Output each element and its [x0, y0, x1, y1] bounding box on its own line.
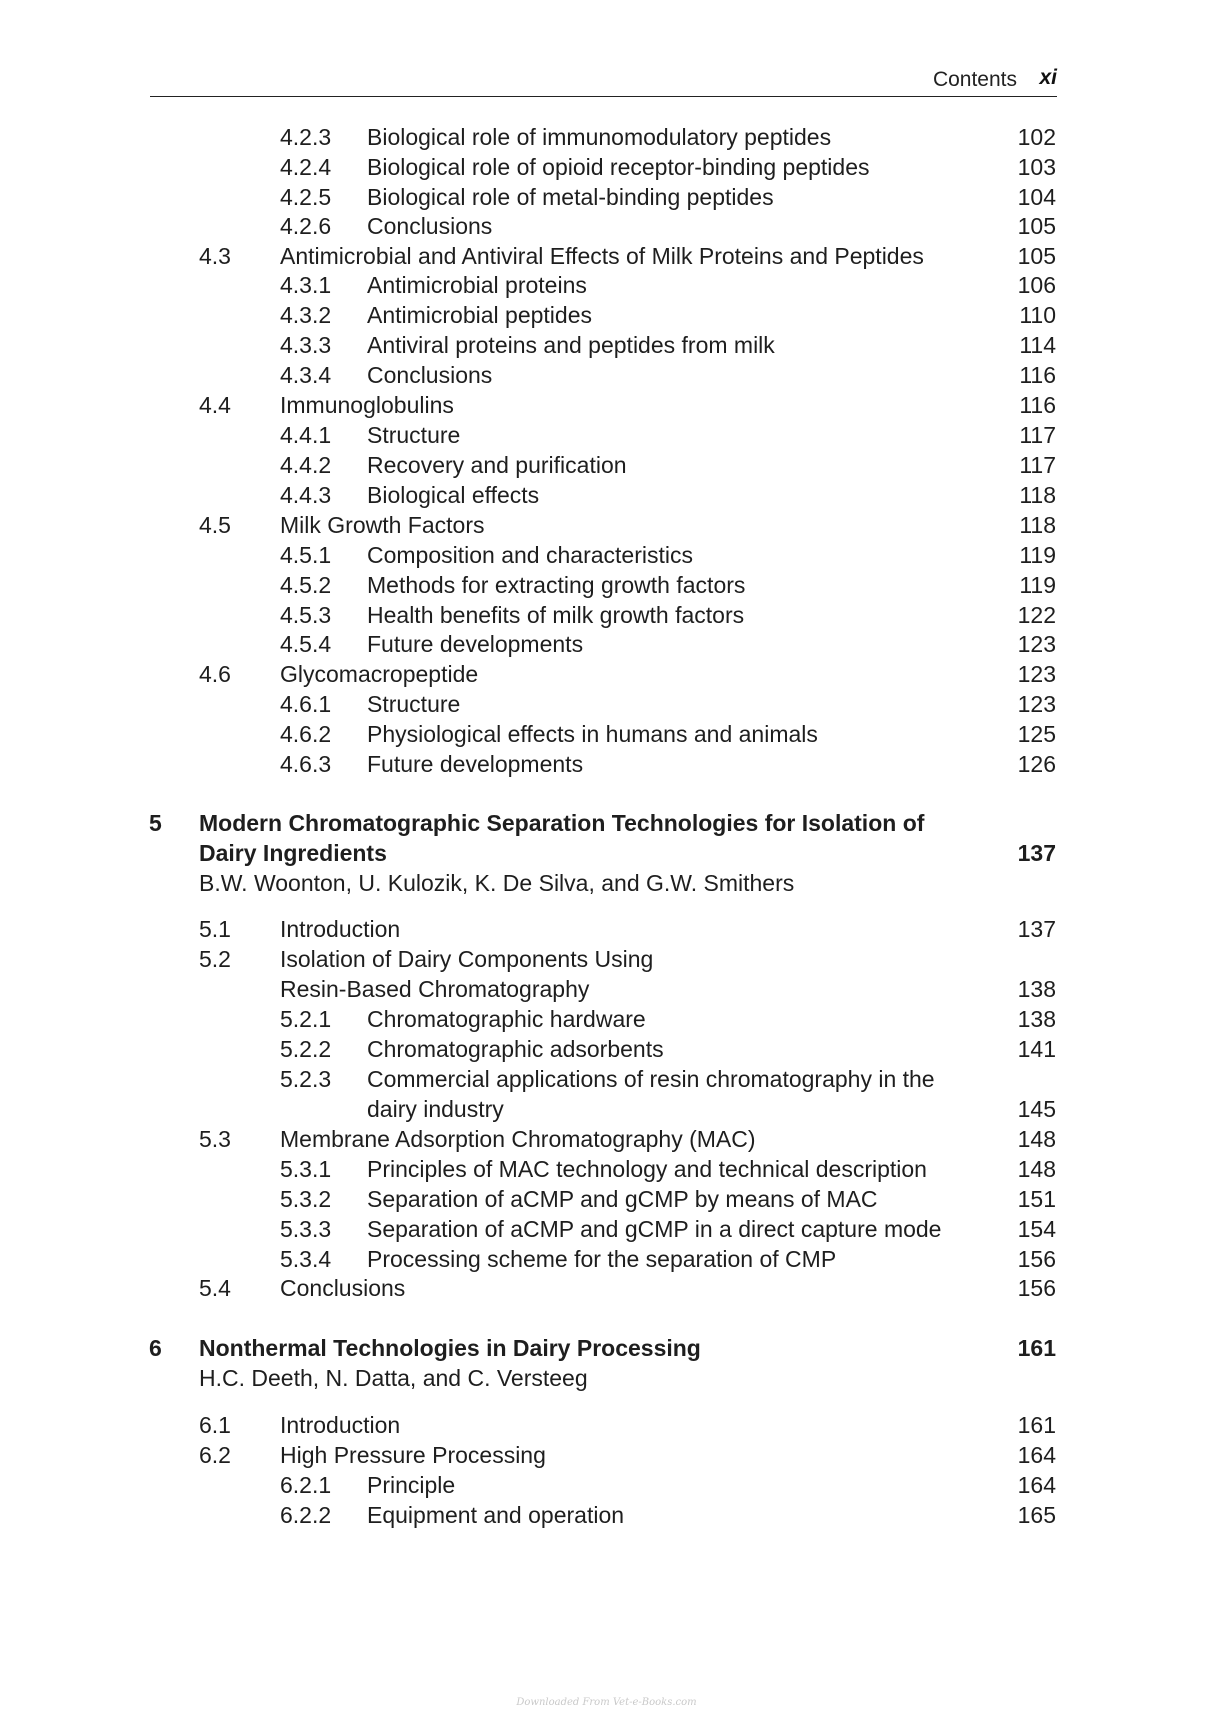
page-ref: 118	[1019, 512, 1056, 538]
page-ref: 156	[1017, 1275, 1056, 1301]
subsection-number: 4.3.2	[280, 302, 332, 328]
subsection-number: 6.2.1	[280, 1472, 332, 1498]
subsection-title: Antimicrobial peptides	[367, 302, 593, 328]
toc-entry-l3	[0, 1244, 1213, 1274]
toc-entry-l3	[0, 330, 1213, 360]
toc-entry-l3	[0, 1500, 1213, 1530]
toc-entry-l3	[0, 360, 1213, 390]
subsection-title: Composition and characteristics	[367, 542, 693, 568]
page-ref: 105	[1017, 243, 1056, 269]
subsection-number: 4.3.3	[280, 332, 332, 358]
subsection-title: Separation of aCMP and gCMP by means of MAC	[367, 1186, 878, 1212]
toc-entry-l2	[0, 944, 1213, 974]
toc-entry-l2	[0, 1124, 1213, 1154]
subsection-number: 4.5.4	[280, 631, 332, 657]
chapter-authors: B.W. Woonton, U. Kulozik, K. De Silva, and G.W. Smithers	[199, 870, 795, 896]
section-title: Glycomacropeptide	[280, 661, 479, 687]
toc-entry-l2	[0, 241, 1213, 271]
subsection-number: 4.4.3	[280, 482, 332, 508]
subsection-title: Commercial applications of resin chromatography in the	[367, 1066, 935, 1092]
page-ref: 114	[1019, 332, 1056, 358]
section-number: 4.6	[199, 661, 231, 687]
page-ref: 151	[1017, 1186, 1056, 1212]
toc-entry-l2	[0, 510, 1213, 540]
section-title: Introduction	[280, 916, 401, 942]
section-number: 4.3	[199, 243, 231, 269]
chapter-title: Dairy Ingredients	[199, 840, 387, 866]
toc-entry-l2	[0, 1273, 1213, 1303]
page-ref: 103	[1017, 154, 1056, 180]
page-ref: 116	[1019, 362, 1056, 388]
page-number: xi	[1039, 66, 1057, 89]
section-number: 4.5	[199, 512, 231, 538]
toc-entry-l3	[0, 570, 1213, 600]
page-ref: 148	[1017, 1126, 1056, 1152]
section-title: Introduction	[280, 1412, 401, 1438]
toc-entry-chapter	[0, 1333, 1213, 1363]
toc-entry-l3	[0, 1154, 1213, 1184]
subsection-title: Biological role of immunomodulatory peptides	[367, 124, 832, 150]
section-number: 5.1	[199, 916, 231, 942]
toc-entry-l3	[0, 182, 1213, 212]
subsection-title: Health benefits of milk growth factors	[367, 602, 745, 628]
toc-entry-l2	[0, 390, 1213, 420]
section-title: Resin-Based Chromatography	[280, 976, 590, 1002]
section-title: Conclusions	[280, 1275, 406, 1301]
subsection-title: Structure	[367, 422, 461, 448]
subsection-title: Biological role of metal-binding peptides	[367, 184, 774, 210]
subsection-title: Principles of MAC technology and technical description	[367, 1156, 927, 1182]
page-ref: 117	[1019, 422, 1056, 448]
toc-entry-l3	[0, 152, 1213, 182]
toc-entry-l3	[0, 1004, 1213, 1034]
toc-entry-l3	[0, 689, 1213, 719]
subsection-number: 4.4.1	[280, 422, 332, 448]
subsection-title: Separation of aCMP and gCMP in a direct capture mode	[367, 1216, 942, 1242]
subsection-number: 4.2.5	[280, 184, 332, 210]
subsection-title: Physiological effects in humans and animals	[367, 721, 818, 747]
page-ref: 119	[1019, 572, 1056, 598]
toc-entry-chapter-cont	[0, 838, 1213, 868]
toc-entry-authors	[0, 1363, 1213, 1393]
section-number: 5.2	[199, 946, 231, 972]
section-number: 5.3	[199, 1126, 231, 1152]
running-header-title: Contents	[932, 68, 1017, 91]
chapter-number: 6	[149, 1335, 162, 1361]
subsection-title: Methods for extracting growth factors	[367, 572, 746, 598]
page-ref: 123	[1017, 661, 1056, 687]
page-ref: 106	[1017, 272, 1056, 298]
toc-entry-l3	[0, 719, 1213, 749]
toc-entry-l3	[0, 1184, 1213, 1214]
page-ref: 118	[1019, 482, 1056, 508]
toc-entry-l3	[0, 1470, 1213, 1500]
section-number: 5.4	[199, 1275, 231, 1301]
running-header	[150, 66, 1057, 97]
subsection-number: 4.3.4	[280, 362, 332, 388]
subsection-number: 4.6.2	[280, 721, 332, 747]
chapter-authors: H.C. Deeth, N. Datta, and C. Versteeg	[199, 1365, 588, 1391]
subsection-title: dairy industry	[367, 1096, 504, 1122]
section-number: 4.4	[199, 392, 231, 418]
section-title: High Pressure Processing	[280, 1442, 546, 1468]
section-title: Immunoglobulins	[280, 392, 454, 418]
subsection-number: 4.3.1	[280, 272, 332, 298]
page-ref: 122	[1017, 602, 1056, 628]
page-ref: 156	[1017, 1246, 1056, 1272]
section-title: Isolation of Dairy Components Using	[280, 946, 654, 972]
page-ref: 123	[1017, 631, 1056, 657]
page-ref: 145	[1017, 1096, 1056, 1122]
subsection-number: 4.5.2	[280, 572, 332, 598]
toc-entry-l2	[0, 1440, 1213, 1470]
section-title: Milk Growth Factors	[280, 512, 485, 538]
subsection-number: 4.6.1	[280, 691, 332, 717]
page-ref: 148	[1017, 1156, 1056, 1182]
subsection-title: Biological role of opioid receptor-binding peptides	[367, 154, 870, 180]
subsection-number: 4.5.3	[280, 602, 332, 628]
subsection-title: Processing scheme for the separation of CMP	[367, 1246, 837, 1272]
chapter-number: 5	[149, 810, 162, 836]
subsection-number: 4.2.6	[280, 213, 332, 239]
page-ref: 119	[1019, 542, 1056, 568]
page-ref: 137	[1017, 916, 1056, 942]
page-ref: 123	[1017, 691, 1056, 717]
toc-entry-l3	[0, 211, 1213, 241]
toc-entry-l3	[0, 1214, 1213, 1244]
subsection-title: Conclusions	[367, 213, 493, 239]
subsection-number: 4.6.3	[280, 751, 332, 777]
page-ref: 105	[1017, 213, 1056, 239]
section-title: Antimicrobial and Antiviral Effects of Milk Proteins and Peptides	[280, 243, 924, 269]
subsection-title: Structure	[367, 691, 461, 717]
subsection-title: Antiviral proteins and peptides from milk	[367, 332, 775, 358]
page-ref: 125	[1017, 721, 1056, 747]
page-ref: 154	[1017, 1216, 1056, 1242]
subsection-title: Equipment and operation	[367, 1502, 625, 1528]
subsection-title: Biological effects	[367, 482, 540, 508]
page-ref: 161	[1017, 1412, 1056, 1438]
page-ref: 110	[1019, 302, 1056, 328]
page-ref: 126	[1017, 751, 1056, 777]
page-ref: 116	[1019, 392, 1056, 418]
subsection-number: 4.2.4	[280, 154, 332, 180]
toc-entry-l2	[0, 659, 1213, 689]
subsection-title: Future developments	[367, 631, 584, 657]
subsection-number: 5.2.2	[280, 1036, 332, 1062]
chapter-title: Nonthermal Technologies in Dairy Processing	[199, 1335, 701, 1361]
toc-entry-l3	[0, 600, 1213, 630]
toc-entry-l3	[0, 1034, 1213, 1064]
toc-entry-authors	[0, 868, 1213, 898]
chapter-title: Modern Chromatographic Separation Technologies for Isolation of	[199, 810, 925, 836]
subsection-number: 5.3.4	[280, 1246, 332, 1272]
page-ref: 138	[1017, 976, 1056, 1002]
toc-entry-l3	[0, 420, 1213, 450]
toc-entry-l2-cont	[0, 974, 1213, 1004]
subsection-number: 5.2.3	[280, 1066, 332, 1092]
page-ref: 138	[1017, 1006, 1056, 1032]
toc-entry-l3	[0, 749, 1213, 779]
section-number: 6.2	[199, 1442, 231, 1468]
toc-entry-l3	[0, 480, 1213, 510]
subsection-title: Chromatographic hardware	[367, 1006, 646, 1032]
subsection-number: 4.4.2	[280, 452, 332, 478]
subsection-title: Conclusions	[367, 362, 493, 388]
toc-entry-l2	[0, 914, 1213, 944]
subsection-title: Antimicrobial proteins	[367, 272, 587, 298]
toc-entry-l3	[0, 270, 1213, 300]
toc-entry-l3	[0, 450, 1213, 480]
subsection-title: Recovery and purification	[367, 452, 627, 478]
toc-entry-l2	[0, 1410, 1213, 1440]
download-watermark: Downloaded From Vet-e-Books.com	[516, 1697, 697, 1708]
subsection-number: 5.3.2	[280, 1186, 332, 1212]
page-ref: 164	[1017, 1442, 1056, 1468]
subsection-number: 5.3.3	[280, 1216, 332, 1242]
toc-entry-l3-cont	[0, 1094, 1213, 1124]
toc-entry-l3	[0, 300, 1213, 330]
page-ref: 165	[1017, 1502, 1056, 1528]
subsection-number: 4.2.3	[280, 124, 332, 150]
toc-entry-l3	[0, 1064, 1213, 1094]
page-ref: 102	[1017, 124, 1056, 150]
subsection-number: 5.2.1	[280, 1006, 332, 1032]
page-ref: 137	[1017, 840, 1056, 866]
subsection-number: 5.3.1	[280, 1156, 332, 1182]
subsection-title: Chromatographic adsorbents	[367, 1036, 664, 1062]
page-ref: 117	[1019, 452, 1056, 478]
page-ref: 164	[1017, 1472, 1056, 1498]
subsection-number: 6.2.2	[280, 1502, 332, 1528]
toc-entry-chapter	[0, 808, 1213, 838]
toc-entry-l3	[0, 629, 1213, 659]
subsection-title: Principle	[367, 1472, 456, 1498]
section-title: Membrane Adsorption Chromatography (MAC)	[280, 1126, 756, 1152]
page-ref: 104	[1017, 184, 1056, 210]
subsection-title: Future developments	[367, 751, 584, 777]
toc-entry-l3	[0, 122, 1213, 152]
subsection-number: 4.5.1	[280, 542, 332, 568]
page-ref: 161	[1017, 1335, 1056, 1361]
toc-entry-l3	[0, 540, 1213, 570]
page-ref: 141	[1017, 1036, 1056, 1062]
section-number: 6.1	[199, 1412, 231, 1438]
